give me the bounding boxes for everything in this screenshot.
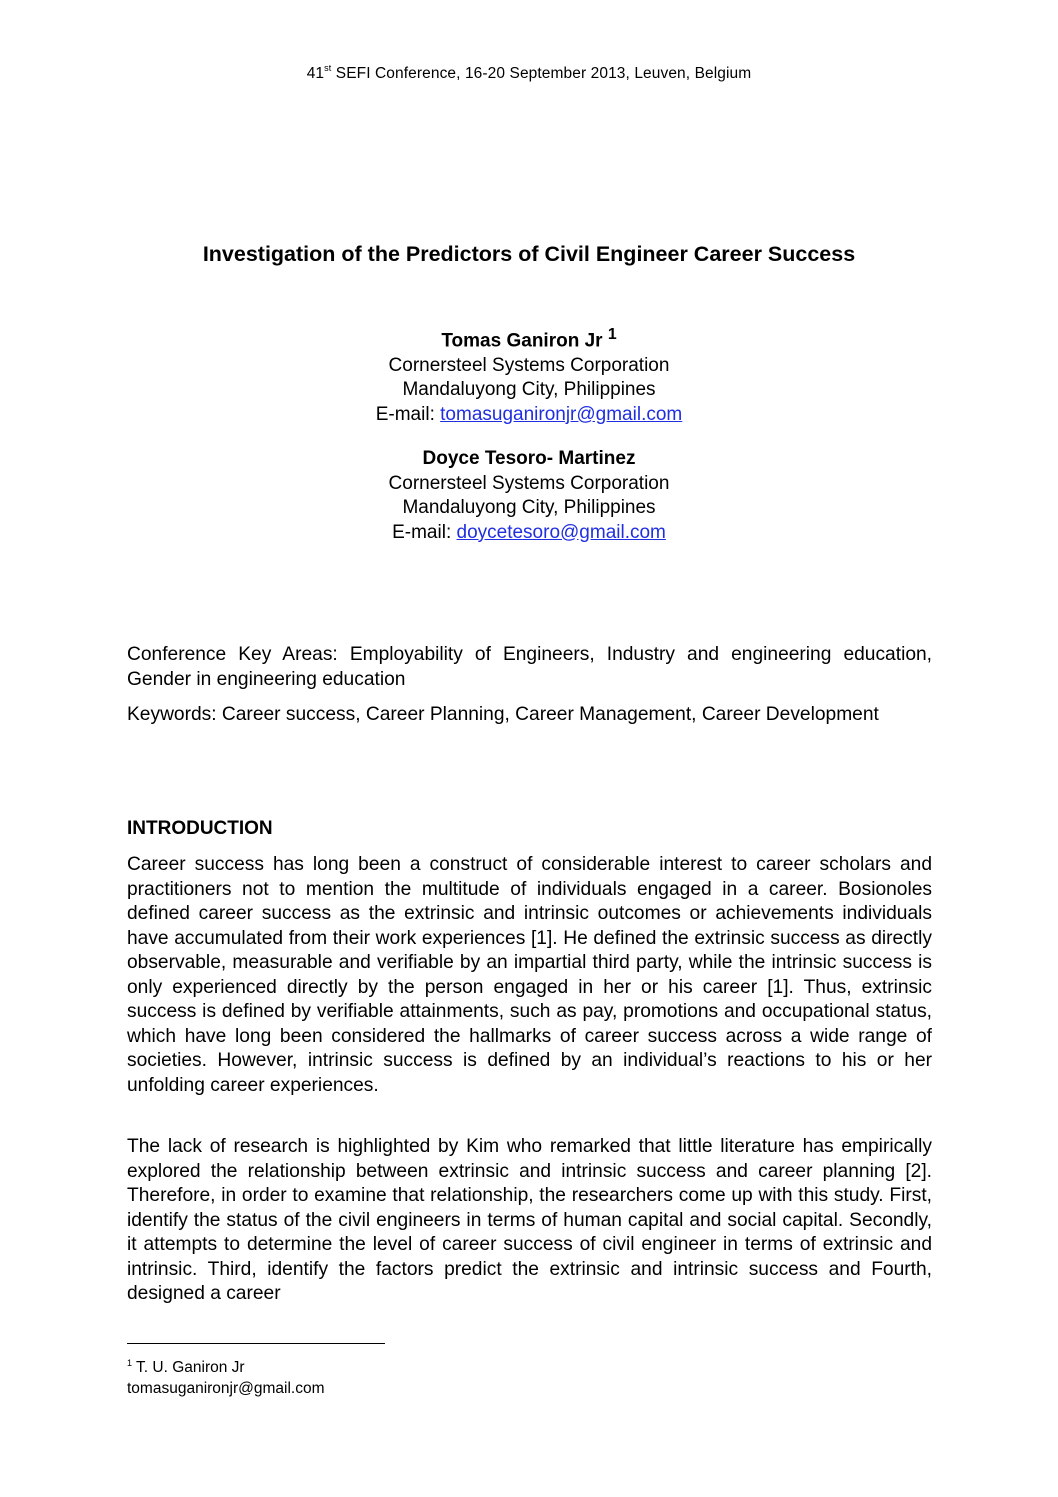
author-block-2: [0, 447, 1058, 545]
email-label: E-mail:: [392, 521, 457, 543]
author-email-line: [0, 521, 1058, 546]
author-name-line: [0, 323, 1058, 354]
author-block-1: [0, 323, 1058, 427]
author-affiliation: Cornersteel Systems Corporation: [388, 472, 670, 494]
body-paragraph: Career success has long been a construct of considerable interest to career scholars and practitioners not to mention the multitude of individuals engaged in a career. Bosionoles defined career success as the extrinsic and intrinsic outcomes or achievements individuals have accumulated from their work experiences [1]. He defined the extrinsic success as directly observable, measurable and verifiable by an impartial third party, while the intrinsic success is only experienced directly by the person engaged in her or his career [1]. Thus, extrinsic success is defined by verifiable attainments, such as pay, promotions and occupational status, which have long been considered the hallmarks of career success across a wide range of societies. However, intrinsic success is defined by an individual’s reactions to his or her unfolding career experiences.: [127, 854, 932, 1096]
author-email-line: [0, 403, 1058, 428]
footnote-mark: 1: [607, 326, 617, 343]
author-location: Mandaluyong City, Philippines: [402, 379, 656, 401]
footnote-email: tomasuganironjr@gmail.com: [127, 1380, 325, 1397]
footnote-divider: [127, 1343, 385, 1344]
footnote-author: T. U. Ganiron Jr: [132, 1359, 245, 1376]
author-name: Tomas Ganiron Jr: [441, 330, 603, 352]
conference-ordinal-suffix: st: [324, 63, 332, 73]
author-affiliation: Cornersteel Systems Corporation: [388, 354, 670, 376]
section-heading-introduction: INTRODUCTION: [127, 818, 273, 839]
footnote-author-line: [127, 1353, 325, 1378]
conference-name: SEFI Conference, 16-20 September 2013, Leuven, Belgium: [331, 65, 752, 82]
body-paragraph: The lack of research is highlighted by Kim who remarked that little literature has empirically explored the relationship between extrinsic and intrinsic success and career planning [2]. Therefore, in order to examine that relationship, the researchers come up with this study. First, identify the status of the civil engineers in terms of human capital and social capital. Secondly, it attempts to determine the level of career success of civil engineer in terms of extrinsic and intrinsic. Third, identify the factors predict the extrinsic and intrinsic success and Fourth, designed a career: [127, 1136, 932, 1304]
author-email-link[interactable]: tomasuganironjr@gmail.com: [440, 403, 683, 425]
conference-key-areas: Conference Key Areas: Employability of Engineers, Industry and engineering education, Gender in engineering education: [127, 644, 932, 690]
running-header: [0, 63, 1058, 83]
keywords: Keywords: Career success, Career Planning, Career Management, Career Development: [127, 704, 879, 725]
footnote: [127, 1353, 325, 1399]
email-label: E-mail:: [375, 403, 441, 425]
author-location: Mandaluyong City, Philippines: [402, 497, 656, 518]
author-email-link[interactable]: doycetesoro@gmail.com: [456, 521, 666, 543]
conference-ordinal: 41: [306, 65, 325, 82]
author-name: Doyce Tesoro- Martinez: [422, 448, 636, 469]
footnote-mark: 1: [127, 1358, 133, 1368]
paper-title: Investigation of the Predictors of Civil Engineer Career Success: [202, 242, 856, 266]
